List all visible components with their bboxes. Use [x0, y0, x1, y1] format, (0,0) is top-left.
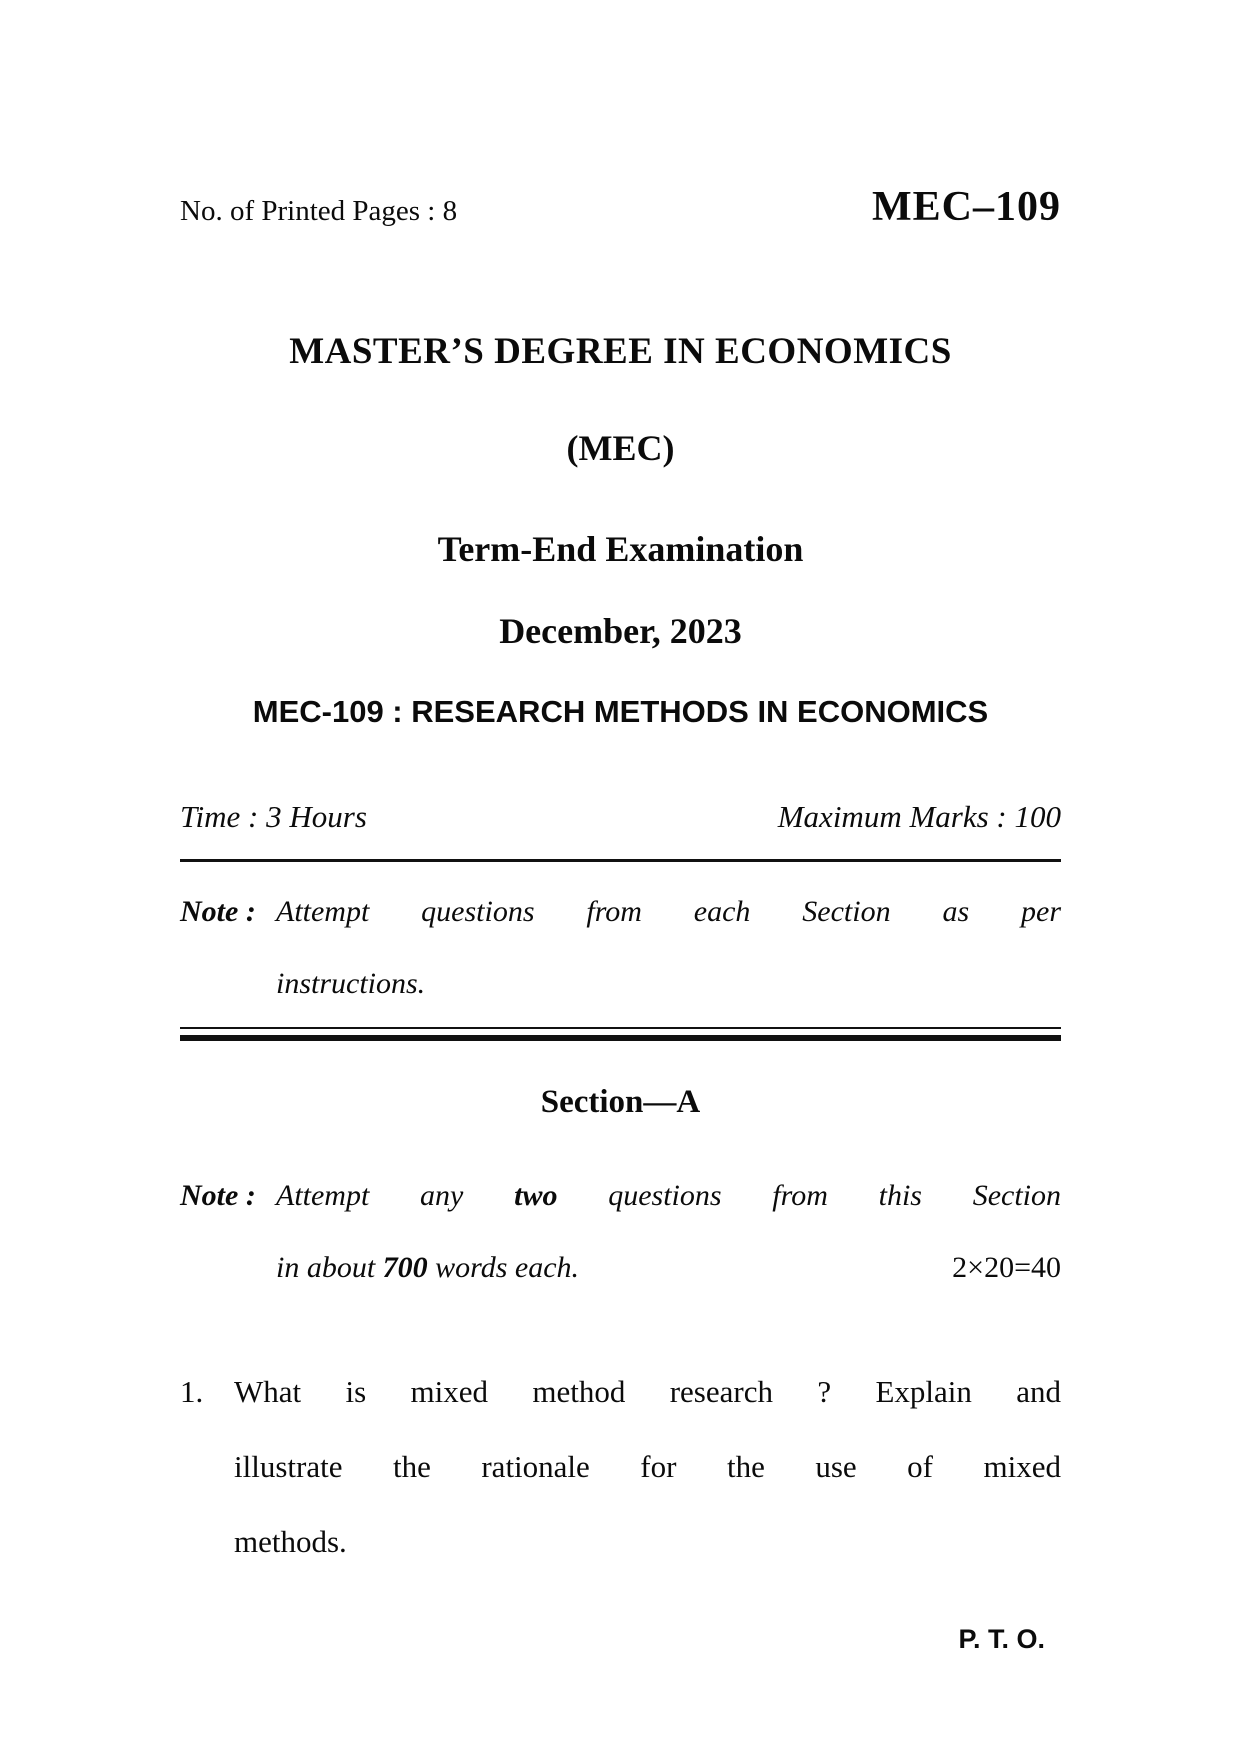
- note-line: [276, 1160, 1061, 1233]
- maximum-marks-label: Maximum Marks : 100: [777, 799, 1061, 835]
- note-body: [276, 876, 1061, 1021]
- note-text: words each.: [435, 1251, 580, 1285]
- horizontal-rule-single: [180, 859, 1061, 862]
- question-1: [180, 1354, 1061, 1579]
- note-line: instructions.: [276, 967, 426, 1001]
- meta-row: [180, 798, 1061, 835]
- note-text: in about: [276, 1251, 376, 1285]
- question-line: What is mixed method research ? Explain and: [234, 1373, 1061, 1409]
- paper-code: MEC–109: [872, 184, 1061, 230]
- note-label: Note :: [180, 1178, 256, 1212]
- title-degree: MASTER’S DEGREE IN ECONOMICS: [289, 331, 952, 373]
- question-number: 1.: [180, 1373, 204, 1409]
- printed-pages-label: No. of Printed Pages : 8: [180, 195, 458, 227]
- question-line: methods.: [234, 1523, 347, 1559]
- note-line: Attempt questions from each Section as per: [276, 894, 1061, 928]
- horizontal-rule-double: [180, 1027, 1061, 1041]
- question-line: illustrate the rationale for the use of mixed: [234, 1448, 1061, 1484]
- note-line: [276, 1232, 1061, 1305]
- question-text: [234, 1354, 1061, 1579]
- title-exam: Term-End Examination: [437, 528, 804, 569]
- subject-line: MEC-109 : RESEARCH METHODS IN ECONOMICS: [252, 694, 989, 730]
- note-text: questions from this Section: [608, 1178, 1062, 1212]
- title-session: December, 2023: [499, 611, 742, 652]
- note-text: Attempt any: [276, 1178, 464, 1212]
- page-turn-over-label: P. T. O.: [958, 1623, 1045, 1654]
- note-text-emphasis: two: [514, 1178, 558, 1212]
- note-label: Note :: [180, 894, 256, 928]
- note-general: [180, 876, 1061, 1021]
- section-a-heading: Section—A: [540, 1083, 701, 1120]
- note-body: [276, 1160, 1061, 1305]
- marks-allocation: 2×20=40: [952, 1251, 1061, 1285]
- title-degree-abbr: (MEC): [566, 427, 675, 468]
- note-text-emphasis: 700: [382, 1251, 428, 1285]
- exam-paper-page: [180, 183, 1061, 1655]
- note-text-group: [276, 1232, 579, 1305]
- header-row: [180, 183, 1061, 231]
- section-a-note: [180, 1160, 1061, 1305]
- time-allowed-label: Time : 3 Hours: [180, 799, 367, 835]
